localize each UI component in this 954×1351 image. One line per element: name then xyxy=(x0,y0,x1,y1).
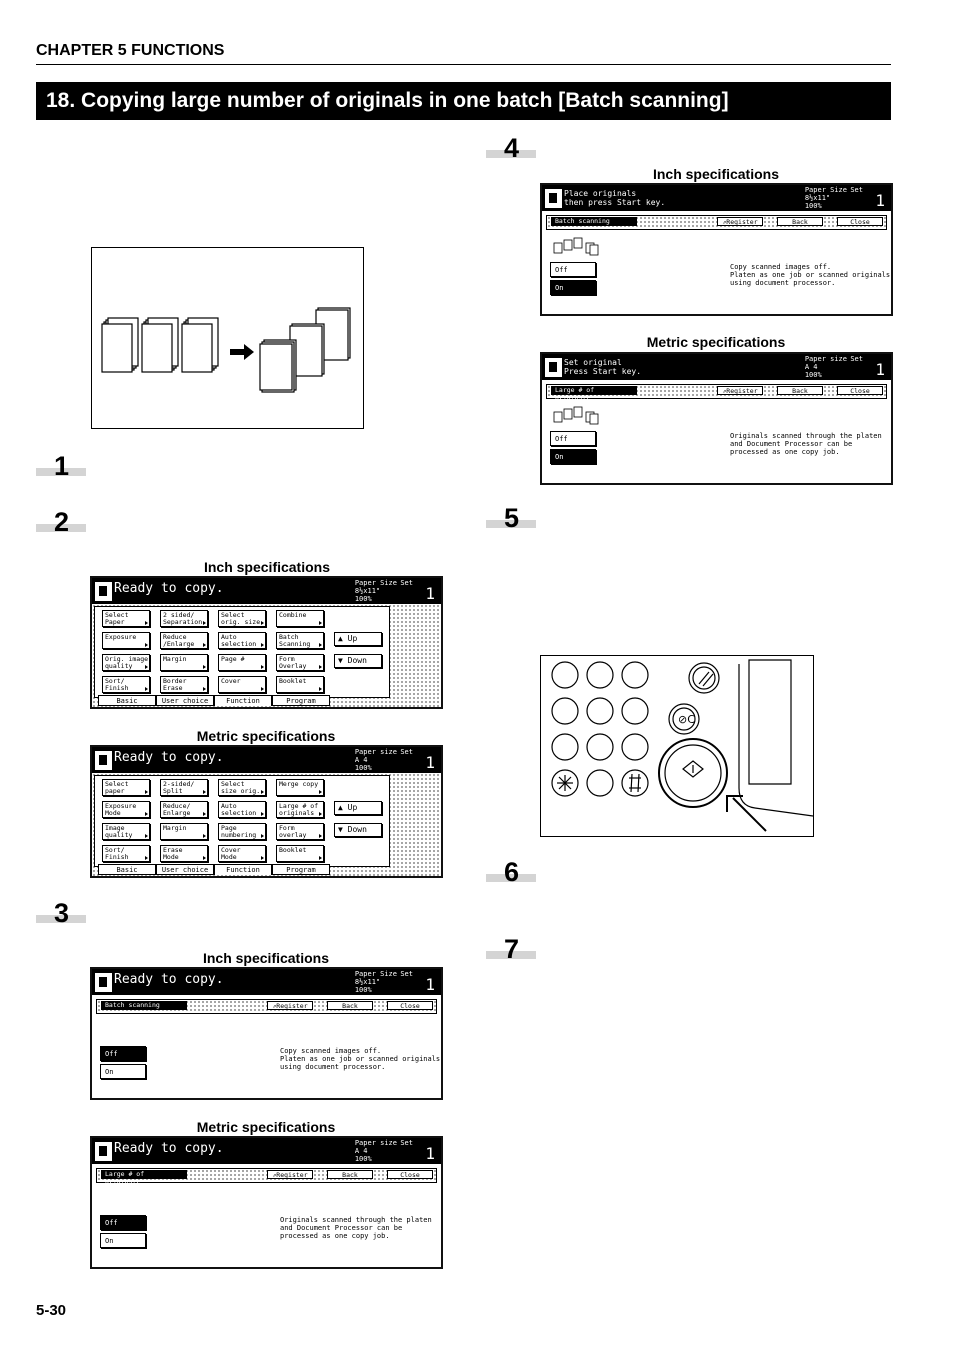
booklet-button[interactable]: Booklet xyxy=(276,676,324,693)
close-button[interactable]: Close xyxy=(837,217,883,226)
back-button[interactable]: Back xyxy=(327,1170,373,1179)
set-label: Set xyxy=(400,579,413,587)
batch-description: Originals scanned through the platen and Document Processor can be processed as one copy job. xyxy=(280,1216,432,1240)
auto-selection-button[interactable]: Auto selection xyxy=(218,632,266,649)
step-3-number: 3 xyxy=(36,915,86,923)
set-label: Set xyxy=(400,748,413,756)
batch-title-bar xyxy=(96,1168,437,1187)
large-originals-label: Large # of originals xyxy=(551,386,637,395)
set-label: Set xyxy=(400,970,413,978)
copy-count: 1 xyxy=(425,975,435,994)
function-panel xyxy=(92,773,441,876)
off-option-button[interactable]: Off xyxy=(550,431,596,446)
paper-size-info: Paper size A 4 100% xyxy=(804,355,847,379)
batch-scanning-button[interactable]: Batch Scanning xyxy=(276,632,324,649)
exposure-button[interactable]: Exposure Mode xyxy=(102,801,150,818)
set-original-message: Set original Press Start key. xyxy=(564,358,642,376)
originals-stack-graphic xyxy=(92,248,363,428)
register-button[interactable]: ⇗Register xyxy=(267,1170,313,1179)
batch-scanning-label: Batch scanning xyxy=(101,1001,187,1010)
document-icon xyxy=(95,751,112,770)
tab-program[interactable]: Program xyxy=(272,695,330,706)
spec-label-inch: Inch specifications xyxy=(203,559,331,575)
image-quality-button[interactable]: Image quality xyxy=(102,823,150,840)
header-rule xyxy=(36,64,891,65)
batch-scan-icon xyxy=(552,406,602,430)
spec-label-metric: Metric specifications xyxy=(196,1119,336,1135)
spec-label-inch: Inch specifications xyxy=(652,166,780,182)
function-screen-inch xyxy=(90,576,443,709)
page-numbering-button[interactable]: Page numbering xyxy=(218,823,266,840)
batch-on-screen-inch xyxy=(540,183,893,316)
close-button[interactable]: Close xyxy=(837,386,883,395)
ready-message: Ready to copy. xyxy=(114,581,224,596)
margin-button[interactable]: Margin xyxy=(160,823,208,840)
set-label: Set xyxy=(400,1139,413,1147)
duplex-button[interactable]: 2 sided/ Separation xyxy=(160,610,208,627)
duplex-button[interactable]: 2-sided/ Split xyxy=(160,779,208,796)
form-overlay-button[interactable]: Form Overlay xyxy=(276,654,324,671)
function-panel xyxy=(92,604,441,707)
ready-message: Ready to copy. xyxy=(114,972,224,987)
back-button[interactable]: Back xyxy=(327,1001,373,1010)
tab-basic[interactable]: Basic xyxy=(98,864,156,875)
batch-screen-metric xyxy=(90,1136,443,1269)
screen-status-bar xyxy=(542,354,891,380)
merge-copy-button[interactable]: Merge copy xyxy=(276,779,324,796)
batch-description: Copy scanned images off. Platen as one job or scanned originals using document processor. xyxy=(280,1047,441,1071)
tab-user-choice[interactable]: User choice xyxy=(156,864,214,875)
auto-selection-button[interactable]: Auto selection xyxy=(218,801,266,818)
page-number-button[interactable]: Page # xyxy=(218,654,266,671)
step-1-number: 1 xyxy=(36,468,86,476)
tab-user-choice[interactable]: User choice xyxy=(156,695,214,706)
section-title: 18. Copying large number of originals in one batch [Batch scanning] xyxy=(36,82,891,120)
erase-mode-button[interactable]: Erase Mode xyxy=(160,845,208,862)
batch-scanning-label: Batch scanning xyxy=(551,217,637,226)
batch-description: Copy scanned images off. Platen as one job or scanned originals using document processor. xyxy=(730,263,891,287)
screen-status-bar xyxy=(542,185,891,211)
select-paper-button[interactable]: Select paper xyxy=(102,779,150,796)
control-panel-illustration xyxy=(540,655,814,837)
copy-count: 1 xyxy=(875,191,885,210)
step-6-number: 6 xyxy=(486,874,536,882)
orig-size-button[interactable]: Select orig. size xyxy=(218,610,266,627)
back-button[interactable]: Back xyxy=(777,386,823,395)
batch-screen-inch xyxy=(90,967,443,1100)
combine-button[interactable]: Combine xyxy=(276,610,324,627)
large-originals-button[interactable]: Large # of originals xyxy=(276,801,324,818)
reduce-enlarge-button[interactable]: Reduce/ Enlarge xyxy=(160,801,208,818)
paper-size-info: Paper Size 8½x11" 100% xyxy=(354,579,397,603)
margin-button[interactable]: Margin xyxy=(160,654,208,671)
place-originals-message: Place originals then press Start key. xyxy=(564,189,666,207)
form-overlay-button[interactable]: Form overlay xyxy=(276,823,324,840)
cover-button[interactable]: Cover xyxy=(218,676,266,693)
register-button[interactable]: ⇗Register xyxy=(267,1001,313,1010)
screen-status-bar xyxy=(92,747,441,773)
back-button[interactable]: Back xyxy=(777,217,823,226)
document-icon xyxy=(545,189,562,208)
paper-size-info: Paper size A 4 100% xyxy=(354,748,397,772)
copy-count: 1 xyxy=(425,584,435,603)
document-icon xyxy=(545,358,562,377)
copy-count: 1 xyxy=(425,1144,435,1163)
keypad-graphic xyxy=(541,656,813,836)
batch-title-bar xyxy=(546,215,887,230)
down-button[interactable]: ▼ Down xyxy=(334,654,382,668)
batch-illustration xyxy=(91,247,364,429)
step-5-number: 5 xyxy=(486,520,536,528)
spec-label-inch: Inch specifications xyxy=(202,950,330,966)
ready-message: Ready to copy. xyxy=(114,1141,224,1156)
booklet-button[interactable]: Booklet xyxy=(276,845,324,862)
exposure-button[interactable]: Exposure xyxy=(102,632,150,649)
ready-message: Ready to copy. xyxy=(114,750,224,765)
tab-function[interactable]: Function xyxy=(214,695,272,706)
document-icon xyxy=(95,973,112,992)
on-option-button[interactable]: On xyxy=(100,1233,146,1248)
step-4-number: 4 xyxy=(486,150,536,158)
on-option-button[interactable]: On xyxy=(550,449,596,464)
screen-status-bar xyxy=(92,969,441,995)
tab-basic[interactable]: Basic xyxy=(98,695,156,706)
reduce-enlarge-button[interactable]: Reduce /Enlarge xyxy=(160,632,208,649)
document-icon xyxy=(95,582,112,601)
step-2-number: 2 xyxy=(36,524,86,532)
batch-title-bar xyxy=(96,999,437,1014)
function-screen-metric xyxy=(90,745,443,878)
sort-finish-button[interactable]: Sort/ Finish xyxy=(102,676,150,693)
image-quality-button[interactable]: Orig. image quality xyxy=(102,654,150,671)
batch-title-bar xyxy=(546,384,887,403)
off-option-button[interactable]: Off xyxy=(100,1215,146,1230)
down-button[interactable]: ▼ Down xyxy=(334,823,382,837)
off-option-button[interactable]: Off xyxy=(100,1046,146,1061)
large-originals-label: Large # of originals xyxy=(101,1170,187,1179)
step-7-number: 7 xyxy=(486,951,536,959)
svg-text:⊘C: ⊘C xyxy=(678,713,695,726)
on-option-button[interactable]: On xyxy=(100,1064,146,1079)
cover-mode-button[interactable]: Cover Mode xyxy=(218,845,266,862)
screen-status-bar xyxy=(92,1138,441,1164)
up-button[interactable]: ▲ Up xyxy=(334,632,382,646)
off-option-button[interactable]: Off xyxy=(550,262,596,277)
tab-program[interactable]: Program xyxy=(272,864,330,875)
paper-size-info: Paper size A 4 100% xyxy=(354,1139,397,1163)
copy-count: 1 xyxy=(425,753,435,772)
batch-description: Originals scanned through the platen and Document Processor can be processed as one copy job. xyxy=(730,432,882,456)
close-button[interactable]: Close xyxy=(387,1170,433,1179)
border-erase-button[interactable]: Border Erase xyxy=(160,676,208,693)
paper-size-info: Paper Size 8½x11" 100% xyxy=(354,970,397,994)
spec-label-metric: Metric specifications xyxy=(646,334,786,350)
register-button[interactable]: ⇗Register xyxy=(717,386,763,395)
set-label: Set xyxy=(850,186,863,194)
paper-size-info: Paper Size 8½x11" 100% xyxy=(804,186,847,210)
up-button[interactable]: ▲ Up xyxy=(334,801,382,815)
batch-scan-icon xyxy=(552,237,602,261)
close-button[interactable]: Close xyxy=(387,1001,433,1010)
page-number: 5-30 xyxy=(36,1302,67,1319)
batch-on-screen-metric xyxy=(540,352,893,485)
copy-count: 1 xyxy=(875,360,885,379)
set-label: Set xyxy=(850,355,863,363)
on-option-button[interactable]: On xyxy=(550,280,596,295)
screen-status-bar xyxy=(92,578,441,604)
chapter-heading: CHAPTER 5 FUNCTIONS xyxy=(36,42,225,59)
orig-size-button[interactable]: Select size orig. xyxy=(218,779,266,796)
spec-label-metric: Metric specifications xyxy=(196,728,336,744)
select-paper-button[interactable]: Select Paper xyxy=(102,610,150,627)
register-button[interactable]: ⇗Register xyxy=(717,217,763,226)
tab-function[interactable]: Function xyxy=(214,864,272,875)
sort-finish-button[interactable]: Sort/ Finish xyxy=(102,845,150,862)
document-icon xyxy=(95,1142,112,1161)
